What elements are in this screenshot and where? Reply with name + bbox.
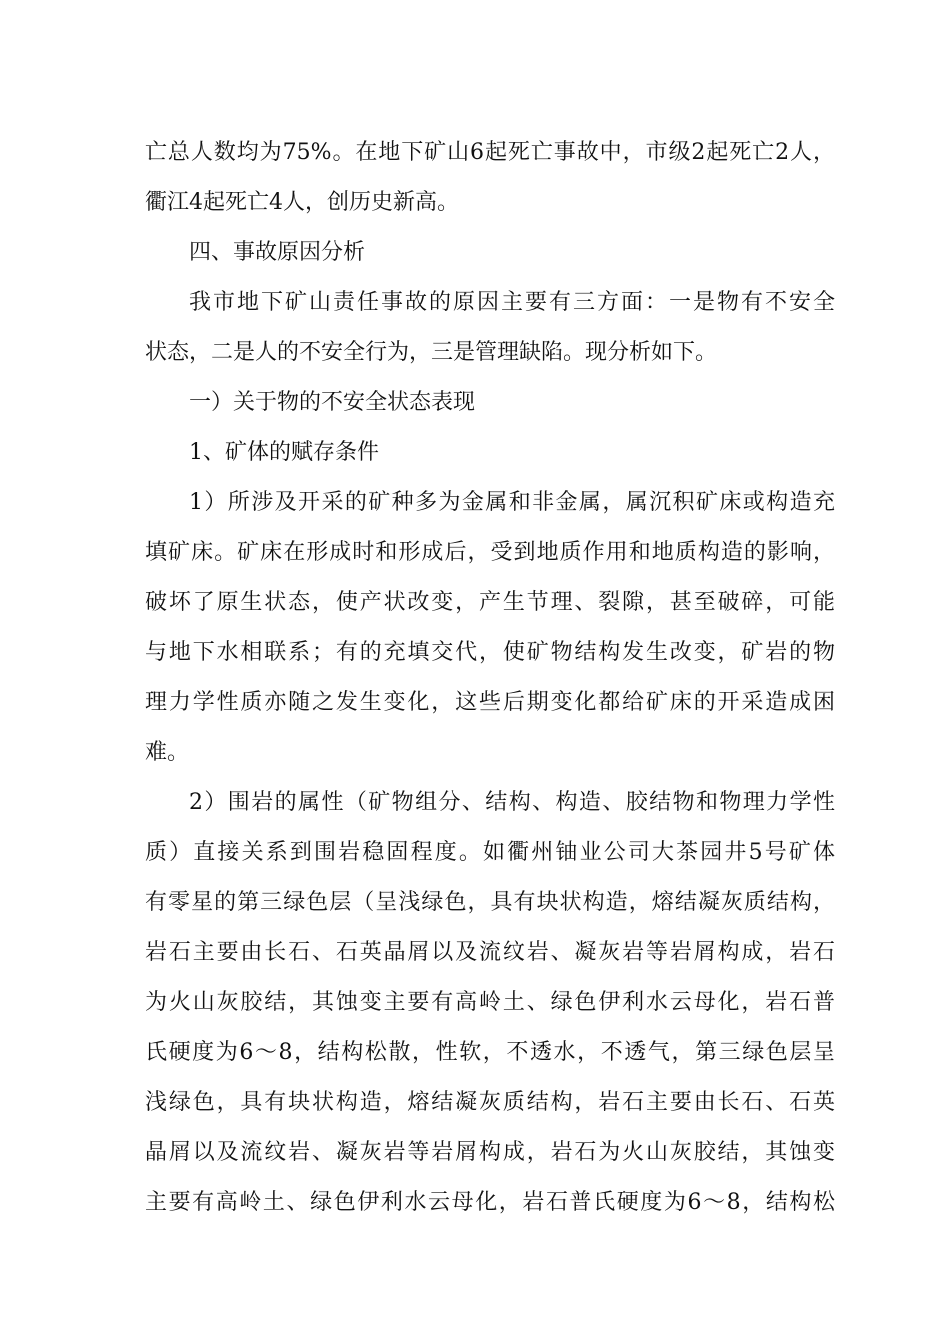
section-heading: 四、事故原因分析 xyxy=(189,240,366,265)
text-line: 为火山灰胶结，其蚀变主要有高岭土、绿色伊利水云母化，岩石普 xyxy=(145,990,835,1015)
text-line: 晶屑以及流纹岩、凝灰岩等岩屑构成，岩石为火山灰胶结，其蚀变 xyxy=(145,1140,835,1165)
text-line: 有零星的第三绿色层（呈浅绿色，具有块状构造，熔结凝灰质结构， xyxy=(145,890,835,915)
subsection-heading: 一）关于物的不安全状态表现 xyxy=(189,390,476,415)
text-line: 质）直接关系到围岩稳固程度。如衢州铀业公司大茶园井5号矿体 xyxy=(145,840,835,865)
text-line: 1）所涉及开采的矿种多为金属和非金属，属沉积矿床或构造充 xyxy=(189,490,835,515)
text-line: 岩石主要由长石、石英晶屑以及流纹岩、凝灰岩等岩屑构成，岩石 xyxy=(145,940,835,965)
text-line: 亡总人数均为75%。在地下矿山6起死亡事故中，市级2起死亡2人， xyxy=(145,140,835,165)
text-line: 氏硬度为6～8，结构松散，性软，不透水，不透气，第三绿色层呈 xyxy=(145,1040,835,1065)
text-line: 衢江4起死亡4人，创历史新高。 xyxy=(145,190,459,215)
text-line: 理力学性质亦随之发生变化，这些后期变化都给矿床的开采造成困 xyxy=(145,690,835,715)
text-line: 状态，二是人的不安全行为，三是管理缺陷。现分析如下。 xyxy=(145,340,718,365)
text-line: 填矿床。矿床在形成时和形成后，受到地质作用和地质构造的影响， xyxy=(145,540,835,565)
text-line: 与地下水相联系；有的充填交代，使矿物结构发生改变，矿岩的物 xyxy=(145,640,835,665)
text-line: 浅绿色，具有块状构造，熔结凝灰质结构，岩石主要由长石、石英 xyxy=(145,1090,835,1115)
text-line: 2）围岩的属性（矿物组分、结构、构造、胶结物和物理力学性 xyxy=(189,790,835,815)
text-line: 主要有高岭土、绿色伊利水云母化，岩石普氏硬度为6～8，结构松 xyxy=(145,1190,835,1215)
document-body xyxy=(145,128,835,1228)
text-line: 难。 xyxy=(145,740,190,765)
text-line: 我市地下矿山责任事故的原因主要有三方面：一是物有不安全 xyxy=(189,290,835,315)
text-line: 破坏了原生状态，使产状改变，产生节理、裂隙，甚至破碎，可能 xyxy=(145,590,835,615)
subsection-heading: 1、矿体的赋存条件 xyxy=(189,440,379,465)
